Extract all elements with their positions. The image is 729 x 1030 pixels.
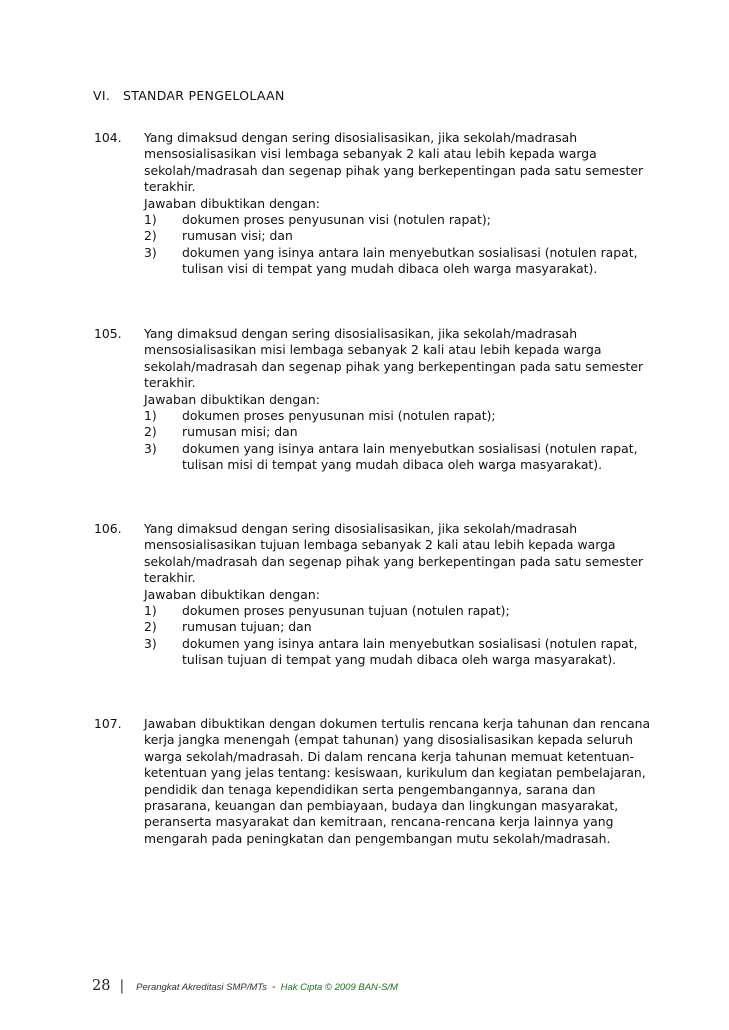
sub-point-number: 3) [144, 244, 157, 260]
sub-point-text: rumusan visi; dan [182, 228, 293, 244]
sub-point [144, 408, 654, 424]
footer-dash: - [271, 981, 276, 993]
sub-point [144, 424, 654, 440]
section-heading [93, 88, 285, 103]
item-number: 107. [94, 716, 122, 731]
sub-point-text: dokumen proses penyusunan visi (notulen rapat); [182, 212, 491, 228]
sub-point-text: dokumen yang isinya antara lain menyebutkan sosialisasi (notulen rapat, tulisan visi di tempat yang mudah dibaca oleh warga masyarakat). [182, 244, 638, 277]
sub-point-number: 1) [144, 212, 157, 228]
item-number: 105. [94, 326, 122, 341]
sub-point-number: 2) [144, 424, 157, 440]
list-item [94, 521, 654, 669]
item-paragraph: Yang dimaksud dengan sering disosialisasikan, jika sekolah/madrasah mensosialisasikan visi lembaga sebanyak 2 kali atau lebih kepada warga sekolah/madrasah dan segenap pihak yang berkepentingan pada satu semester terakhir. [144, 130, 644, 195]
sub-point [144, 619, 654, 635]
sub-point-text: rumusan misi; dan [182, 424, 298, 440]
sub-point-text: rumusan tujuan; dan [182, 619, 312, 635]
footer-doc-title: Perangkat Akreditasi SMP/MTs [136, 982, 267, 993]
list-item [94, 326, 654, 474]
item-body [144, 326, 654, 474]
section-title: STANDAR PENGELOLAAN [123, 88, 285, 103]
sub-point [144, 245, 654, 278]
sub-point-number: 2) [144, 619, 157, 635]
evidence-intro: Jawaban dibuktikan dengan: [144, 391, 320, 407]
footer-copyright: Hak Cipta © 2009 BAN-S/M [280, 982, 398, 993]
evidence-intro: Jawaban dibuktikan dengan: [144, 195, 320, 211]
list-item [94, 716, 654, 847]
list-item [94, 130, 654, 278]
page-number: 28 [92, 978, 111, 994]
item-paragraph: Yang dimaksud dengan sering disosialisasikan, jika sekolah/madrasah mensosialisasikan misi lembaga sebanyak 2 kali atau lebih kepada warga sekolah/madrasah dan segenap pihak yang berkepentingan pada satu semester terakhir. [144, 326, 644, 391]
item-body [144, 716, 654, 847]
sub-point [144, 636, 654, 669]
evidence-intro: Jawaban dibuktikan dengan: [144, 586, 320, 602]
item-number: 106. [94, 521, 122, 536]
sub-point [144, 441, 654, 474]
sub-point [144, 228, 654, 244]
section-number: VI. [93, 88, 111, 103]
sub-point-number: 3) [144, 440, 157, 456]
page-footer [92, 978, 398, 994]
sub-point-text: dokumen proses penyusunan misi (notulen rapat); [182, 408, 496, 424]
footer-separator: | [119, 978, 125, 994]
item-paragraph: Yang dimaksud dengan sering disosialisasikan, jika sekolah/madrasah mensosialisasikan tujuan lembaga sebanyak 2 kali atau lebih kepada warga sekolah/madrasah dan segenap pihak yang berkepentingan pada satu semester terakhir. [144, 521, 644, 586]
sub-point-number: 1) [144, 603, 157, 619]
sub-point [144, 212, 654, 228]
item-paragraph: Jawaban dibuktikan dengan dokumen tertulis rencana kerja tahunan dan rencana kerja jangka menengah (empat tahunan) yang disosialisasikan kepada seluruh warga sekolah/madrasah. Di dalam rencana kerja tahunan memuat ketentuan-ketentuan yang jelas tentang: kesiswaan, kurikulum dan kegiatan pembelajaran, pendidik dan tenaga kependidikan serta pengembangannya, sarana dan prasarana, keuangan dan pembiayaan, budaya dan lingkungan masyarakat, peranserta masyarakat dan kemitraan, rencana-rencana kerja lainnya yang mengarah pada peningkatan dan pengembangan mutu sekolah/madrasah. [144, 716, 651, 846]
sub-point [144, 603, 654, 619]
item-body [144, 130, 654, 278]
sub-point-number: 3) [144, 635, 157, 651]
sub-point-number: 2) [144, 228, 157, 244]
sub-point-text: dokumen yang isinya antara lain menyebutkan sosialisasi (notulen rapat, tulisan misi di tempat yang mudah dibaca oleh warga masyarakat). [182, 440, 638, 473]
sub-point-text: dokumen yang isinya antara lain menyebutkan sosialisasi (notulen rapat, tulisan tujuan di tempat yang mudah dibaca oleh warga masyarakat). [182, 635, 638, 668]
sub-point-number: 1) [144, 408, 157, 424]
item-body [144, 521, 654, 669]
sub-point-text: dokumen proses penyusunan tujuan (notulen rapat); [182, 603, 510, 619]
item-number: 104. [94, 130, 122, 145]
